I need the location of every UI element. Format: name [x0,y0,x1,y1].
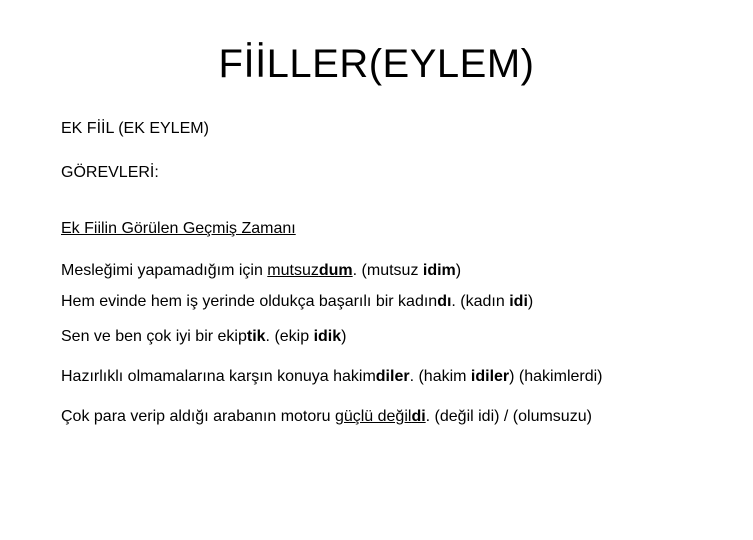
ek-fiil-suffix: diler [375,368,410,385]
example-text: Hazırlıklı olmamalarına karşın konuya hakim [61,368,376,385]
example-text: . (değil idi) / (olumsuzu) [425,408,592,425]
example-text: Sen ve ben çok iyi bir ekip [61,328,247,345]
ek-fiil-suffix: dum [318,262,353,279]
example-text: . (mutsuz [352,262,423,279]
underlined-word [335,408,426,425]
example-text: . (hakim [409,368,471,385]
example-text: Hem evinde hem iş yerinde oldukça başarılı bir kadın [61,293,438,310]
ek-fiil-form: idi [509,293,528,310]
example-text: ) [455,262,462,279]
example-line-1 [61,260,461,282]
subheading: GÖREVLERİ: [61,164,159,181]
example-text: ) (hakimlerdi) [509,368,603,385]
example-line-4 [61,366,603,388]
example-text: . (kadın [451,293,510,310]
ek-fiil-form: idiler [470,368,510,385]
section-title-text: Ek Fiilin Görülen Geçmiş Zamanı [61,220,296,237]
ek-fiil-form: idim [422,262,456,279]
underlined-word [267,262,352,279]
example-line-2 [61,291,533,313]
ek-fiil-suffix: tik [246,328,266,345]
section-title [61,218,296,240]
word-stem: güçlü değil [334,408,412,425]
word-stem: mutsuz [267,262,319,279]
slide-title: FİİLLER(EYLEM) [218,42,535,86]
example-line-5 [61,406,592,428]
heading: EK FİİL (EK EYLEM) [61,120,209,137]
example-text: ) [527,293,534,310]
ek-fiil-form: idik [313,328,342,345]
example-line-3 [61,326,346,348]
example-text: ) [341,328,347,345]
ek-fiil-suffix: di [411,408,426,425]
example-text: . (ekip [265,328,314,345]
example-text: Mesleğimi yapamadığım için [61,262,268,279]
ek-fiil-suffix: dı [437,293,452,310]
example-text: Çok para verip aldığı arabanın motoru [61,408,335,425]
